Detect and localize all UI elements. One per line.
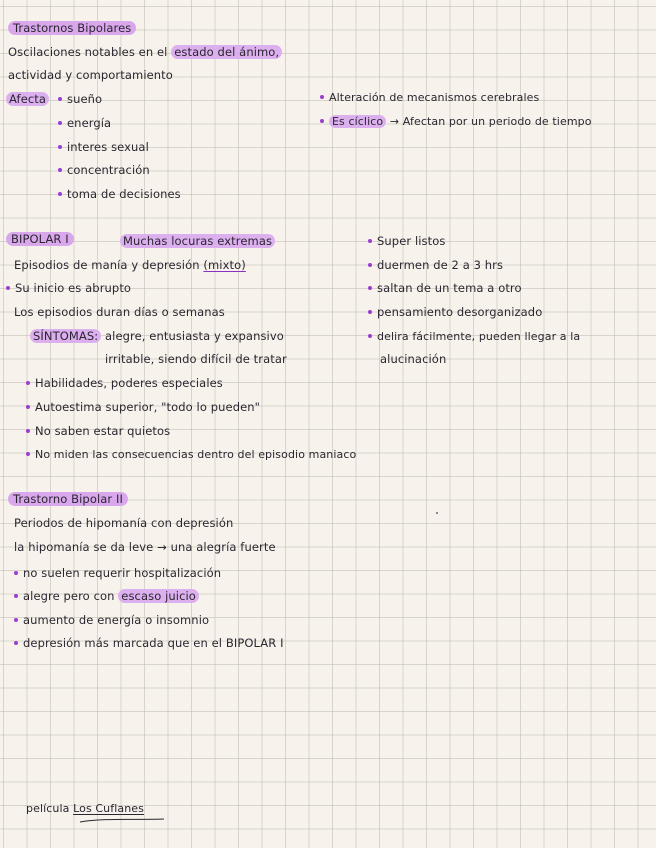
bipolar1-right-bullet: Super listos [368, 234, 445, 249]
right-item-cyclic: Es cíclico → Afectan por un periodo de tiempo [320, 114, 592, 129]
afecta-label: Afecta [6, 92, 49, 107]
bipolar2-bullet: depresión más marcada que en el BIPOLAR I [14, 636, 284, 651]
right-item-mechanisms: Alteración de mecanismos cerebrales [320, 90, 539, 105]
section3-line1: Periodos de hipomanía con depresión [14, 516, 234, 530]
bipolar1-bullet: No saben estar quietos [26, 424, 170, 439]
bipolar1-right-bullet: duermen de 2 a 3 hrs [368, 258, 503, 273]
bipolar1-right-bullet: delira fácilmente, pueden llegar a la [368, 329, 580, 344]
bipolar1-right-bullet: saltan de un tema a otro [368, 281, 522, 296]
section2-title: BIPOLAR I [6, 232, 74, 247]
section1-line1: Oscilaciones notables en el estado del ánimo, [8, 45, 282, 60]
section2-onset: Su inicio es abrupto [6, 281, 131, 296]
stray-dot [436, 512, 438, 514]
bipolar2-bullet: aumento de energía o insomnio [14, 613, 209, 628]
sintomas-line2: irritable, siendo difícil de tratar [105, 352, 287, 366]
section2-duration: Los episodios duran días o semanas [14, 305, 225, 319]
section2-line1: Episodios de manía y depresión (mixto) [14, 258, 246, 272]
afecta-item: energía [58, 116, 111, 131]
bipolar1-bullet: No miden las consecuencias dentro del episodio maniaco [26, 447, 356, 462]
bipolar1-right-cont: alucinación [380, 352, 447, 366]
afecta-item: toma de decisiones [58, 187, 181, 202]
footer-underline-swash [78, 814, 168, 828]
afecta-item: interes sexual [58, 140, 149, 155]
bipolar2-bullet: alegre pero con escaso juicio [14, 589, 199, 604]
footer-movie: película Los Cuflanes [26, 802, 144, 815]
section3-line2: la hipomanía se da leve → una alegría fuerte [14, 540, 276, 554]
afecta-item: concentración [58, 163, 150, 178]
section2-subtitle: Muchas locuras extremas [120, 234, 275, 249]
bipolar2-bullet: no suelen requerir hospitalización [14, 566, 221, 581]
sintomas-line1: SÍNTOMAS: alegre, entusiasta y expansivo [30, 329, 284, 344]
bipolar1-bullet: Autoestima superior, "todo lo pueden" [26, 400, 260, 415]
bipolar1-right-bullet: pensamiento desorganizado [368, 305, 542, 320]
section1-line2: actividad y comportamiento [8, 68, 173, 82]
afecta-item: sueño [58, 92, 102, 107]
section1-title: Trastornos Bipolares [8, 21, 136, 36]
bipolar1-bullet: Habilidades, poderes especiales [26, 376, 223, 391]
section3-title: Trastorno Bipolar II [8, 492, 128, 507]
